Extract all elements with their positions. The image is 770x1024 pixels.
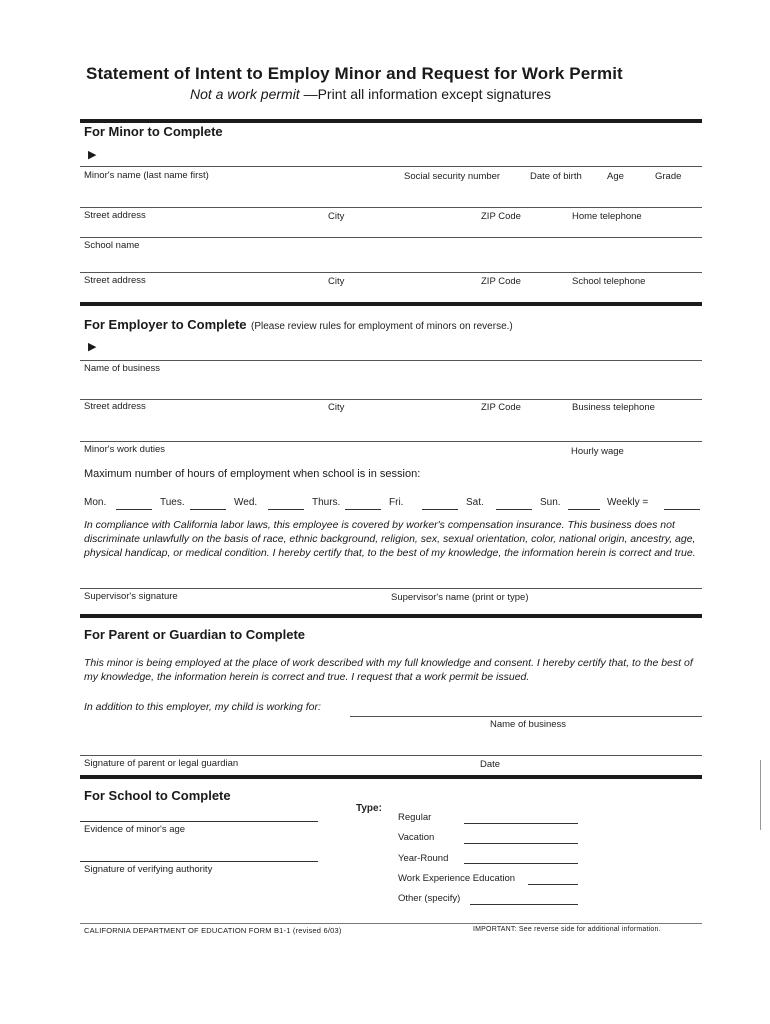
hourly-wage-label: Hourly wage xyxy=(571,446,624,457)
evidence-age-label: Evidence of minor's age xyxy=(84,824,186,835)
school-street-label: Street address xyxy=(84,275,146,286)
dob-label: Date of birth xyxy=(530,171,582,182)
type-vacation-label: Vacation xyxy=(398,832,435,843)
scan-mark-right xyxy=(760,760,761,830)
minor-arrow-icon: ▶ xyxy=(88,149,97,161)
type-year-round-field[interactable] xyxy=(464,863,578,864)
weekly-total-field[interactable] xyxy=(664,509,700,510)
day-mon-label: Mon. xyxy=(84,497,107,508)
supervisor-name-label: Supervisor's name (print or type) xyxy=(391,592,529,603)
day-wed-label: Wed. xyxy=(234,497,258,508)
type-regular-field[interactable] xyxy=(464,823,578,824)
school-section-heading: For School to Complete xyxy=(84,788,231,803)
type-wee-field[interactable] xyxy=(528,884,578,885)
supervisor-signature-label: Supervisor's signature xyxy=(84,591,178,602)
type-wee-label: Work Experience Education xyxy=(398,873,516,884)
work-duties-line[interactable] xyxy=(80,441,702,442)
school-name-line[interactable] xyxy=(80,237,702,238)
type-vacation-field[interactable] xyxy=(464,843,578,844)
day-wed-field[interactable] xyxy=(268,509,304,510)
employer-heading-row xyxy=(84,316,513,334)
employer-section-heading: For Employer to Complete xyxy=(84,317,247,332)
day-sun-label: Sun. xyxy=(540,497,561,508)
business-city-label: City xyxy=(328,402,345,413)
other-business-label: Name of business xyxy=(490,719,567,730)
type-other-label: Other (specify) xyxy=(398,893,461,904)
minor-city-label: City xyxy=(328,211,345,222)
max-hours-label: Maximum number of hours of employment when school is in session: xyxy=(84,468,421,480)
minor-name-label: Minor's name (last name first) xyxy=(84,170,209,181)
guardian-signature-line[interactable] xyxy=(80,755,702,756)
minor-section-heading: For Minor to Complete xyxy=(84,124,223,139)
school-zip-label: ZIP Code xyxy=(481,276,521,287)
supervisor-line[interactable] xyxy=(80,588,702,589)
day-sat-label: Sat. xyxy=(466,497,484,508)
age-label: Age xyxy=(607,171,624,182)
footer-important-note: IMPORTANT: See reverse side for additional information. xyxy=(473,926,661,933)
school-city-label: City xyxy=(328,276,345,287)
ssn-label: Social security number xyxy=(404,171,501,182)
minor-zip-label: ZIP Code xyxy=(481,211,521,222)
home-telephone-label: Home telephone xyxy=(572,211,642,222)
business-name-label: Name of business xyxy=(84,363,161,374)
business-street-label: Street address xyxy=(84,401,146,412)
section-divider-parent xyxy=(80,614,702,618)
form-title: Statement of Intent to Employ Minor and Request for Work Permit xyxy=(86,64,623,83)
minor-address-line[interactable] xyxy=(80,207,702,208)
school-address-line[interactable] xyxy=(80,272,702,273)
business-zip-label: ZIP Code xyxy=(481,402,521,413)
section-divider-employer xyxy=(80,302,702,306)
business-name-line[interactable] xyxy=(80,360,702,361)
parent-consent-statement: This minor is being employed at the place of work described with my full knowledge and consent. I hereby certify that, to the best of my knowledge, the information herein is correct and true. I request that a work permit be issued. xyxy=(84,657,693,683)
work-duties-label: Minor's work duties xyxy=(84,444,166,455)
other-business-line[interactable] xyxy=(350,716,702,717)
parent-addition-text: In addition to this employer, my child is working for: xyxy=(84,701,321,713)
day-thu-label: Thurs. xyxy=(312,497,341,508)
evidence-age-line[interactable] xyxy=(80,821,318,822)
day-sun-field[interactable] xyxy=(568,509,600,510)
type-regular-label: Regular xyxy=(398,812,432,823)
day-thu-field[interactable] xyxy=(345,509,381,510)
day-mon-field[interactable] xyxy=(116,509,152,510)
section-divider-school xyxy=(80,775,702,779)
day-sat-field[interactable] xyxy=(496,509,532,510)
guardian-date-label: Date xyxy=(480,759,501,770)
grade-label: Grade xyxy=(655,171,682,182)
verifier-signature-label: Signature of verifying authority xyxy=(84,864,213,875)
day-fri-label: Fri. xyxy=(389,497,404,508)
employer-heading-note: (Please review rules for employment of minors on reverse.) xyxy=(250,321,513,332)
guardian-signature-label: Signature of parent or legal guardian xyxy=(84,758,239,769)
school-telephone-label: School telephone xyxy=(572,276,646,287)
weekly-total-label: Weekly = xyxy=(607,497,649,508)
parent-section-heading: For Parent or Guardian to Complete xyxy=(84,627,306,642)
footer-form-number: CALIFORNIA DEPARTMENT OF EDUCATION FORM B1-1 (revised 6/03) xyxy=(84,926,342,935)
minor-street-label: Street address xyxy=(84,210,146,221)
permit-type-label: Type: xyxy=(356,803,382,814)
employer-compliance-statement: In compliance with California labor laws, this employee is covered by worker's compensation insurance. This business does not discriminate unlawfully on the basis of race, ethnic background, religion, sex, sexual orientation, color, national origin, ancestry, age, physical handicap, or medical condition. I hereby certify that, to the best of my knowledge, the information herein is correct and true. xyxy=(84,519,696,559)
minor-name-line[interactable] xyxy=(80,166,702,167)
footer-rule xyxy=(80,923,702,924)
day-tue-field[interactable] xyxy=(190,509,226,510)
business-address-line[interactable] xyxy=(80,399,702,400)
type-year-round-label: Year-Round xyxy=(398,853,449,864)
verifier-signature-line[interactable] xyxy=(80,861,318,862)
school-name-label: School name xyxy=(84,240,140,251)
employer-arrow-icon: ▶ xyxy=(88,341,97,353)
type-other-field[interactable] xyxy=(470,904,578,905)
subtitle-italic: Not a work permit xyxy=(190,86,300,102)
subtitle-rest: —Print all information except signatures xyxy=(299,86,552,102)
section-divider-minor xyxy=(80,119,702,123)
day-fri-field[interactable] xyxy=(422,509,458,510)
day-tue-label: Tues. xyxy=(160,497,185,508)
business-telephone-label: Business telephone xyxy=(572,402,655,413)
form-subtitle xyxy=(190,86,551,102)
